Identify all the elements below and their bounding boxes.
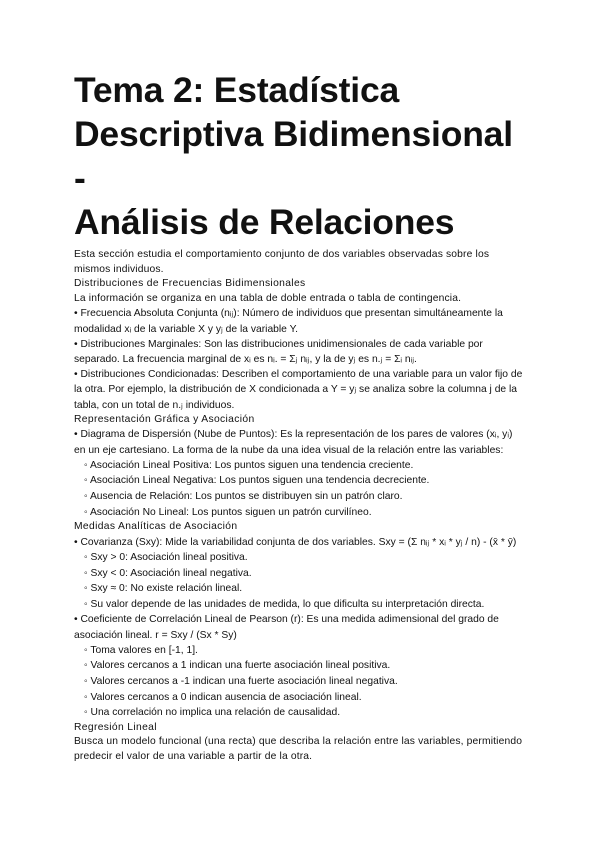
sub-item-cercanos-1: ◦ Valores cercanos a 1 indican una fuerte asociación lineal positiva. xyxy=(84,660,391,672)
sub-item-negativa: ◦ Asociación Lineal Negativa: Los puntos siguen una tendencia decreciente. xyxy=(84,475,430,487)
sub-item-sxy-cero: ◦ Sxy ≈ 0: No existe relación lineal. xyxy=(84,583,243,595)
section-paragraph-regresion: Busca un modelo funcional (una recta) que describa la relación entre las variables, permitiendo predecir el valor de una variable a partir de la otra. xyxy=(74,736,523,762)
sub-item-unidades: ◦ Su valor depende de las unidades de medida, lo que dificulta su interpretación directa. xyxy=(84,598,485,610)
list-item-frecuencia-conjunta: • Frecuencia Absoluta Conjunta (nᵢⱼ): Número de individuos que presentan simultáneamente la modalidad xᵢ de la variable X y yⱼ de la variable Y. xyxy=(74,308,503,335)
sub-item-sxy-negativo: ◦ Sxy < 0: Asociación lineal negativa. xyxy=(84,567,252,579)
section-heading-representacion: Representación Gráfica y Asociación xyxy=(74,413,255,425)
list-item-pearson: • Coeficiente de Correlación Lineal de Pearson (r): Es una medida adimensional del grado de asociación lineal. r = Sxy / (Sx * Sy) xyxy=(74,614,499,641)
section-paragraph-tabla: La información se organiza en una tabla de doble entrada o tabla de contingencia. xyxy=(74,292,462,304)
intro-paragraph: Esta sección estudia el comportamiento conjunto de dos variables observadas sobre los mismos individuos. xyxy=(74,249,490,275)
sub-item-sxy-positivo: ◦ Sxy > 0: Asociación lineal positiva. xyxy=(84,551,248,563)
title-line-1: Tema 2: Estadística xyxy=(74,70,400,110)
title-line-2: Descriptiva Bidimensional - xyxy=(74,114,513,198)
section-heading-frecuencias: Distribuciones de Frecuencias Bidimensionales xyxy=(74,278,306,290)
sub-item-positiva: ◦ Asociación Lineal Positiva: Los puntos siguen una tendencia creciente. xyxy=(84,459,414,471)
sub-item-rango: ◦ Toma valores en [-1, 1]. xyxy=(84,644,198,656)
sub-item-no-lineal: ◦ Asociación No Lineal: Los puntos siguen un patrón curvilíneo. xyxy=(84,506,372,518)
title-line-3: Análisis de Relaciones xyxy=(74,202,455,242)
list-item-covarianza: • Covarianza (Sxy): Mide la variabilidad conjunta de dos variables. Sxy = (Σ nᵢⱼ * xᵢ * yⱼ / n) - (x̄ * ȳ) xyxy=(74,536,517,548)
sub-item-cercanos-0: ◦ Valores cercanos a 0 indican ausencia de asociación lineal. xyxy=(84,691,362,703)
section-heading-regresion: Regresión Lineal xyxy=(74,721,157,733)
page-title xyxy=(74,68,526,244)
sub-item-ausencia: ◦ Ausencia de Relación: Los puntos se distribuyen sin un patrón claro. xyxy=(84,490,403,502)
list-item-condicionadas: • Distribuciones Condicionadas: Describen el comportamiento de una variable para un valor fijo de la otra. Por ejemplo, la distribución de X condicionada a Y = yⱼ se analiza sobre la columna j de la tabla, con un total de n.ⱼ individuos. xyxy=(74,369,523,411)
sub-item-causalidad: ◦ Una correlación no implica una relación de causalidad. xyxy=(84,707,341,719)
sub-item-cercanos-menos-1: ◦ Valores cercanos a -1 indican una fuerte asociación lineal negativa. xyxy=(84,675,398,687)
document-page xyxy=(74,68,526,765)
section-heading-medidas: Medidas Analíticas de Asociación xyxy=(74,521,238,533)
list-item-diagrama-dispersion: • Diagrama de Dispersión (Nube de Puntos): Es la representación de los pares de valores (xᵢ, yᵢ) en un eje cartesiano. La forma de la nube da una idea visual de la relación entre las variables: xyxy=(74,429,513,456)
list-item-marginales: • Distribuciones Marginales: Son las distribuciones unidimensionales de cada variable por separado. La frecuencia marginal de xᵢ es nᵢ. = Σⱼ nᵢⱼ, y la de yⱼ es n.ⱼ = Σᵢ nᵢⱼ. xyxy=(74,338,483,365)
